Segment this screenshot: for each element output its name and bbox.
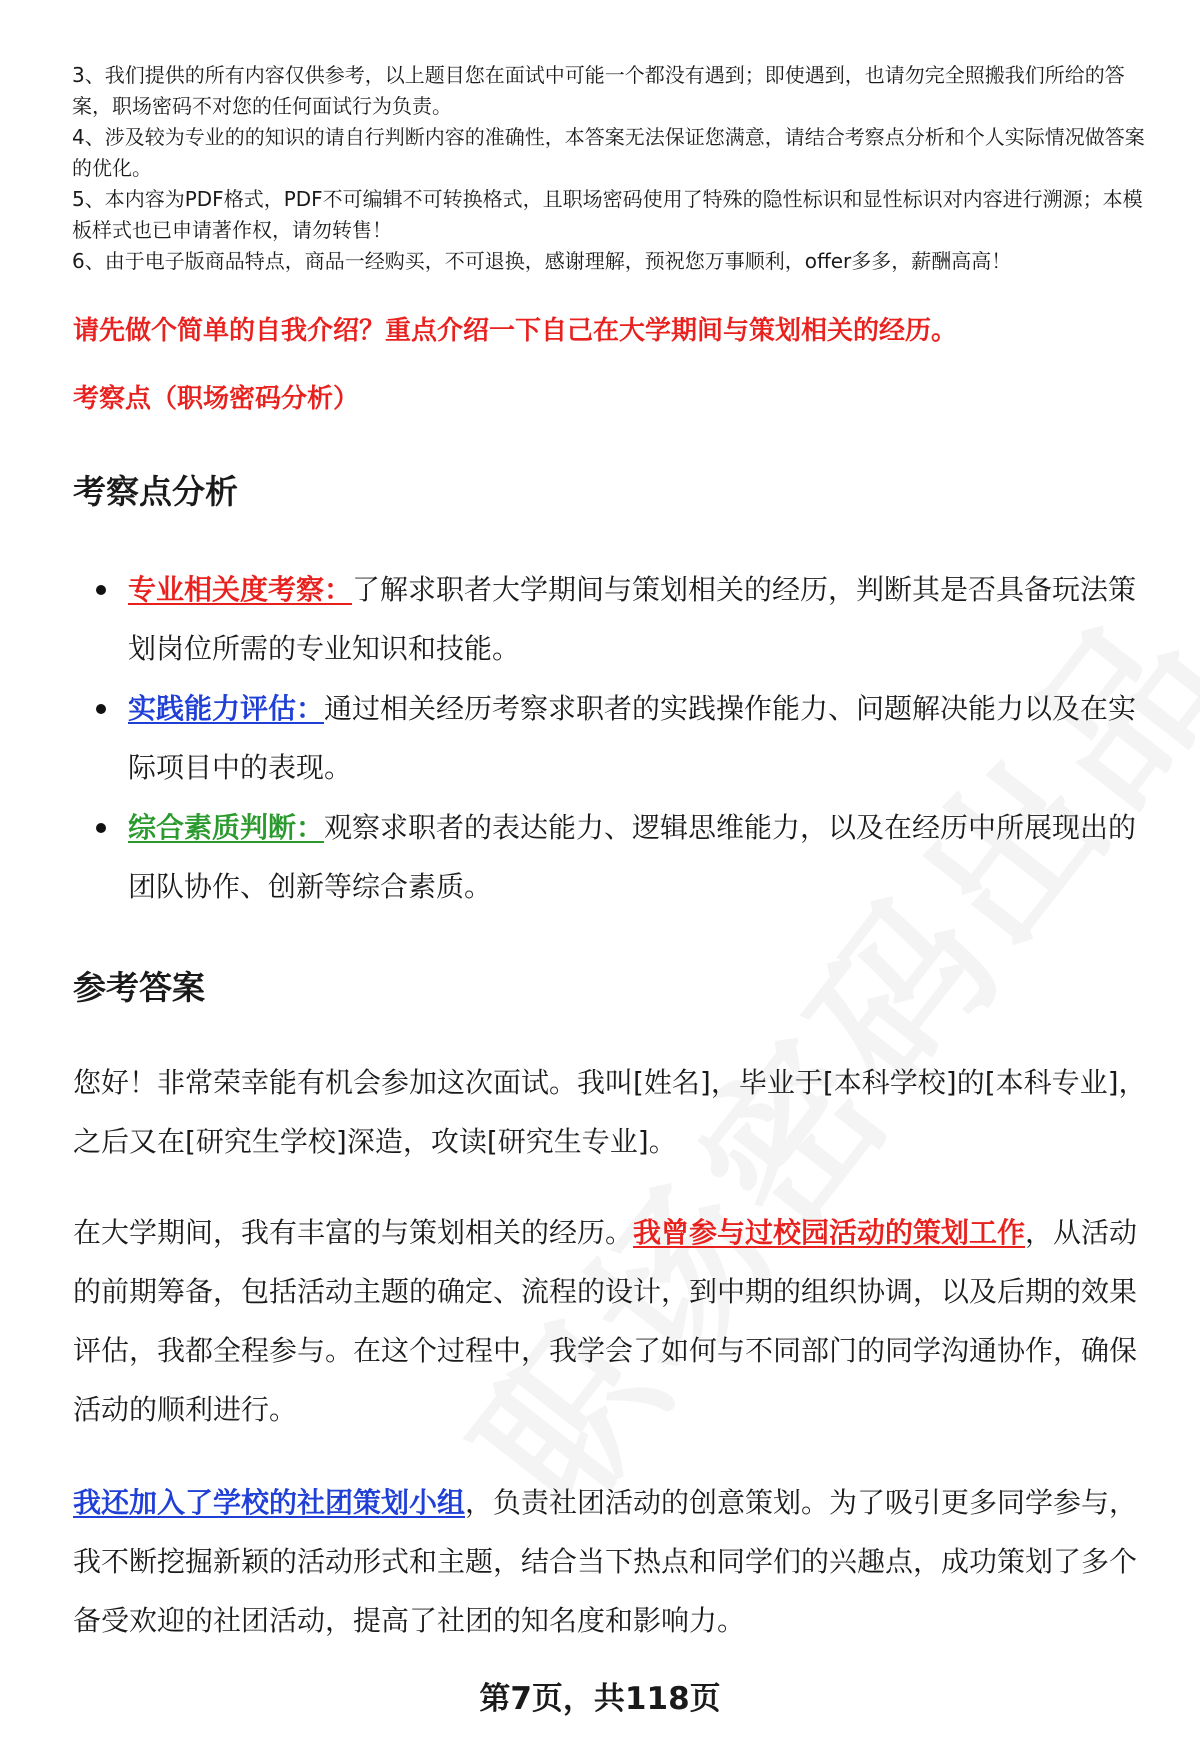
bullet-text: 了解求职者大学期间与策划相关的经历，判断其是否具备玩法策划岗位所需的专业知识和技能。 — [128, 573, 1137, 665]
analysis-bullet — [96, 560, 1156, 678]
bullet-label: 综合素质判断： — [128, 811, 325, 844]
bullet-dot-icon — [96, 704, 106, 714]
bullet-dot-icon — [96, 823, 106, 833]
notice-item: 3、我们提供的所有内容仅供参考，以上题目您在面试中可能一个都没有遇到；即使遇到，也请勿完全照搬我们所给的答案，职场密码不对您的任何面试行为负责。 — [72, 63, 1125, 118]
interview-question: 请先做个简单的自我介绍？重点介绍一下自己在大学期间与策划相关的经历。 — [73, 316, 958, 346]
notice-item: 6、由于电子版商品特点，商品一经购买，不可退换，感谢理解，预祝您万事顺利，offer多多，薪酬高高！ — [72, 249, 1012, 273]
analysis-bullet-list — [96, 560, 1156, 917]
bullet-dot-icon — [96, 585, 106, 595]
answer-paragraph — [73, 1473, 1158, 1650]
answer-section-title: 参考答案 — [73, 968, 205, 1007]
paragraph-text: ，从活动的前期筹备，包括活动主题的确定、流程的设计，到中期的组织协调，以及后期的效果评估，我都全程参与。在这个过程中，我学会了如何与不同部门的同学沟通协作，确保活动的顺利进行。 — [73, 1216, 1138, 1426]
notice-item: 5、本内容为PDF格式，PDF不可编辑不可转换格式，且职场密码使用了特殊的隐性标识和显性标识对内容进行溯源；本模板样式也已申请著作权，请勿转售！ — [72, 187, 1143, 242]
notice-list — [72, 60, 1162, 277]
paragraph-text: 在大学期间，我有丰富的与策划相关的经历。 — [73, 1216, 634, 1249]
bullet-label: 专业相关度考察： — [128, 573, 353, 606]
answer-paragraph: 您好！非常荣幸能有机会参加这次面试。我叫[姓名]，毕业于[本科学校]的[本科专业]，之后又在[研究生学校]深造，攻读[研究生专业]。 — [73, 1066, 1147, 1158]
highlight-text: 我曾参与过校园活动的策划工作 — [633, 1216, 1026, 1249]
notice-item: 4、涉及较为专业的的知识的请自行判断内容的准确性，本答案无法保证您满意，请结合考察点分析和个人实际情况做答案的优化。 — [72, 125, 1145, 180]
answer-paragraph — [73, 1203, 1158, 1439]
highlight-text: 我还加入了学校的社团策划小组 — [73, 1486, 466, 1519]
bullet-label: 实践能力评估： — [128, 692, 325, 725]
exam-point-heading: 考察点（职场密码分析） — [73, 384, 360, 414]
analysis-section-title: 考察点分析 — [73, 472, 238, 511]
analysis-bullet — [96, 679, 1156, 797]
analysis-bullet — [96, 798, 1156, 916]
bullet-text: 通过相关经历考察求职者的实践操作能力、问题解决能力以及在实际项目中的表现。 — [128, 692, 1137, 784]
paragraph-text: ，负责社团活动的创意策划。为了吸引更多同学参与，我不断挖掘新颖的活动形式和主题，结合当下热点和同学们的兴趣点，成功策划了多个备受欢迎的社团活动，提高了社团的知名度和影响力。 — [73, 1486, 1138, 1637]
bullet-text: 观察求职者的表达能力、逻辑思维能力，以及在经历中所展现出的团队协作、创新等综合素质。 — [128, 811, 1137, 903]
page-number: 第7页，共118页 — [479, 1681, 721, 1717]
